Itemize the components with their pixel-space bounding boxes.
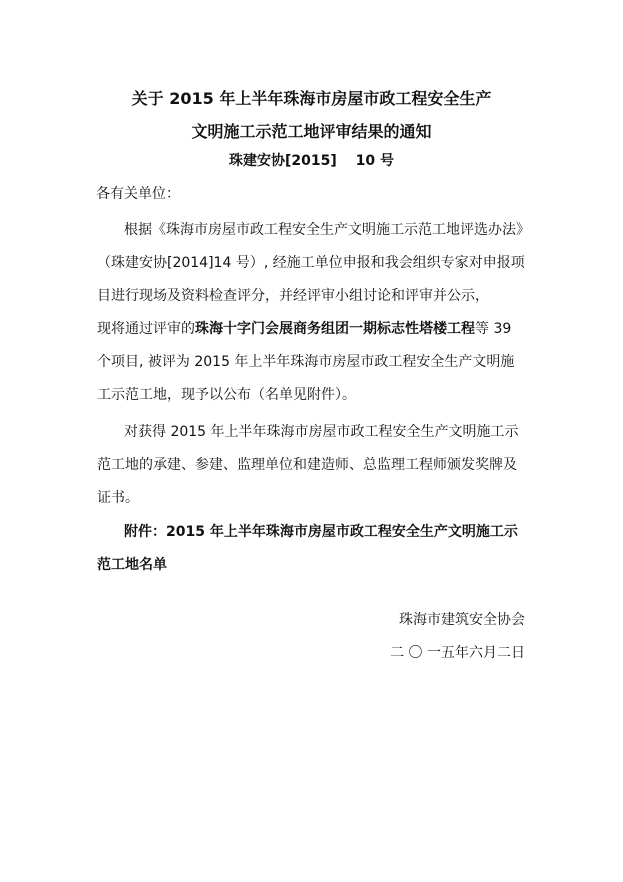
para1-line3: 目进行现场及资料检查评分，并经评审小组讨论和评审并公示， — [97, 288, 489, 304]
salutation: 各有关单位： — [96, 186, 180, 202]
signature-organization: 珠海市建筑安全协会 — [399, 612, 525, 628]
para1-line4 — [97, 318, 511, 338]
para1-line1: 根据《珠海市房屋市政工程安全生产文明施工示范工地评选办法》 — [124, 222, 530, 238]
attachment-line1: 附件：2015 年上半年珠海市房屋市政工程安全生产文明施工示 — [124, 524, 518, 540]
para2-line3: 证书。 — [97, 490, 139, 506]
para2-line2: 范工地的承建、参建、监理单位和建造师、总监理工程师颁发奖牌及 — [97, 457, 517, 473]
para1-line6: 工示范工地，现予以公布（名单见附件）。 — [97, 387, 356, 403]
document-title-line2: 文明施工示范工地评审结果的通知 — [191, 122, 432, 141]
signature-date: 二 〇 一五年六月二日 — [390, 645, 525, 661]
para1-line2: （珠建安协[2014]14 号）, 经施工单位申报和我会组织专家对申报项 — [97, 255, 525, 271]
para1-line5: 个项目, 被评为 2015 年上半年珠海市房屋市政工程安全生产文明施 — [97, 354, 515, 370]
attachment-line2: 范工地名单 — [97, 557, 167, 573]
document-title-line1: 关于 2015 年上半年珠海市房屋市政工程安全生产 — [131, 89, 492, 108]
document-number: 珠建安协[2015] 10 号 — [229, 153, 394, 169]
para2-line1: 对获得 2015 年上半年珠海市房屋市政工程安全生产文明施工示 — [124, 424, 519, 440]
para1-line4-suffix: 等 39 — [475, 321, 512, 337]
para1-line4-prefix: 现将通过评审的 — [97, 321, 195, 337]
project-name-highlight: 珠海十字门会展商务组团一期标志性塔楼工程 — [195, 321, 475, 337]
